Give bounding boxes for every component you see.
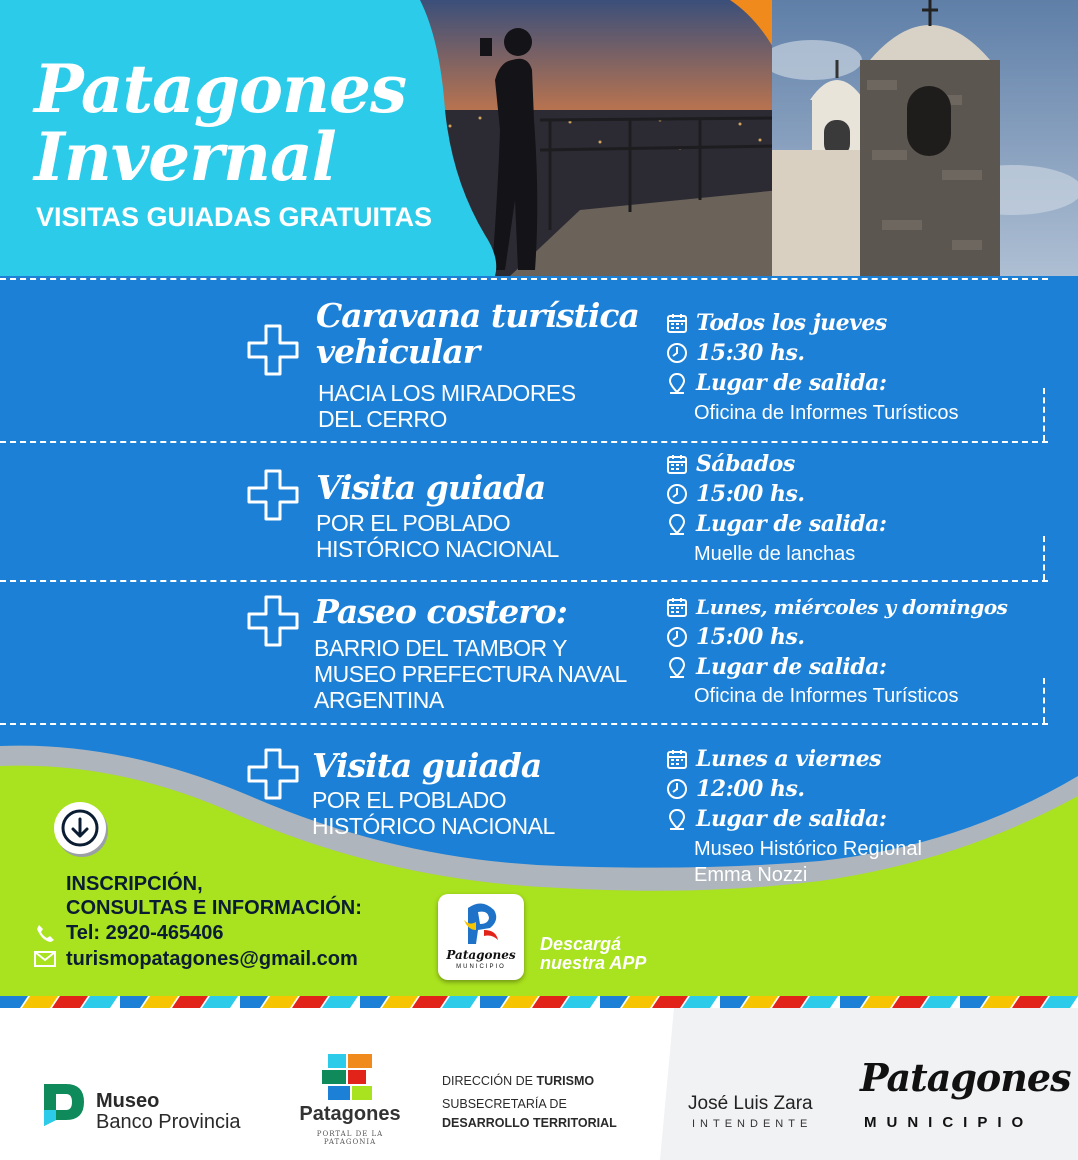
activity-1-time: 15:30 hs. — [696, 340, 805, 366]
phone-row — [34, 920, 224, 946]
activity-4-day: Lunes a viernes — [696, 746, 882, 772]
activity-3-subtitle-line-1: BARRIO DEL TAMBOR Y — [314, 635, 567, 661]
activity-4-day-row — [666, 744, 881, 774]
subtitle: VISITAS GUIADAS GRATUITAS — [36, 202, 433, 232]
email-address[interactable]: turismopatagones@gmail.com — [66, 947, 358, 970]
separator — [0, 723, 1048, 725]
contact-title-line-2: CONSULTAS E INFORMACIÓN: — [66, 897, 362, 919]
app-sub: MUNICIPIO — [456, 964, 506, 970]
direccion-prefix: DIRECCIÓN DE — [442, 1074, 537, 1088]
museo-banco-provincia-logo-icon — [40, 1080, 88, 1128]
location-pin-icon — [666, 656, 688, 678]
vertical-dash — [1043, 678, 1045, 723]
calendar-icon — [666, 453, 688, 475]
title-line-1: Patagones — [34, 50, 407, 128]
intendente-name: José Luis Zara — [688, 1093, 813, 1114]
intendente-role: INTENDENTE — [692, 1118, 813, 1130]
location-pin-icon — [666, 808, 688, 830]
portal-logo-tagline: PORTAL DE LA PATAGONIA — [316, 1130, 384, 1146]
calendar-icon — [666, 748, 688, 770]
contact-title-line-1: INSCRIPCIÓN, — [66, 873, 203, 895]
activity-2-departure-place: Muelle de lanchas — [694, 543, 856, 565]
separator — [0, 278, 1048, 280]
calendar-icon — [666, 596, 688, 618]
title-panel — [0, 0, 520, 276]
calendar-icon — [666, 312, 688, 334]
title-line-2: Invernal — [34, 118, 336, 196]
direccion-line — [442, 1074, 594, 1088]
app-icon[interactable] — [438, 894, 524, 980]
activity-1-departure-row — [666, 368, 887, 398]
municipio-logo-sub: MUNICIPIO — [864, 1114, 1034, 1131]
email-row — [34, 946, 358, 972]
activity-3-subtitle-line-2: MUSEO PREFECTURA NAVAL — [314, 661, 627, 687]
location-pin-icon — [666, 372, 688, 394]
app-download-cta[interactable] — [540, 935, 646, 973]
activity-2-subtitle-line-2: HISTÓRICO NACIONAL — [316, 536, 559, 562]
activity-1-title-line-1: Caravana turística — [316, 296, 639, 335]
activity-3-title: Paseo costero: — [314, 592, 567, 631]
activity-1-subtitle-line-1: HACIA LOS MIRADORES — [318, 380, 576, 406]
vertical-dash — [1043, 388, 1045, 441]
location-pin-icon — [666, 513, 688, 535]
activity-2-day: Sábados — [696, 451, 795, 477]
envelope-icon — [34, 949, 56, 969]
clock-icon — [666, 483, 688, 505]
direccion-bold: TURISMO — [536, 1074, 595, 1088]
activity-4-time: 12:00 hs. — [696, 776, 805, 802]
activity-2-departure-label: Lugar de salida: — [696, 511, 887, 537]
portal-logo-name: Patagones — [299, 1103, 401, 1125]
activity-3-departure-row — [666, 652, 887, 682]
municipio-logo-name: Patagones — [860, 1055, 1071, 1100]
plus-icon — [246, 747, 300, 801]
app-cta-line-2: nuestra APP — [540, 953, 647, 973]
activity-4-title: Visita guiada — [312, 746, 542, 785]
clock-icon — [666, 342, 688, 364]
download-arrow-icon — [52, 800, 110, 858]
desarrollo-line: DESARROLLO TERRITORIAL — [442, 1116, 617, 1130]
church-tower-photo — [772, 0, 1078, 276]
activity-4-departure-row — [666, 804, 887, 834]
activity-3-time-row — [666, 622, 805, 652]
activity-1-departure-label: Lugar de salida: — [696, 370, 887, 396]
decorative-stripes — [0, 996, 1078, 1008]
activity-1-title-line-2: vehicular — [316, 332, 480, 371]
app-cta-line-1: Descargá — [540, 934, 622, 954]
plus-icon — [246, 468, 300, 522]
clock-icon — [666, 778, 688, 800]
plus-icon — [246, 594, 300, 648]
contact-title — [66, 872, 362, 920]
activity-1-departure-place: Oficina de Informes Turísticos — [694, 402, 959, 424]
separator — [0, 580, 1048, 582]
activity-1-day-row — [666, 308, 887, 338]
activity-1-subtitle-line-2: DEL CERRO — [318, 406, 447, 432]
activity-3-day: Lunes, miércoles y domingos — [696, 595, 1008, 619]
phone-icon — [34, 923, 56, 943]
app-name: Patagones — [446, 948, 516, 962]
subsecretaria-line: SUBSECRETARÍA DE — [442, 1097, 567, 1111]
separator — [0, 441, 1048, 443]
header — [0, 0, 1078, 276]
patagones-logo-icon — [462, 900, 502, 948]
activity-3-time: 15:00 hs. — [696, 624, 805, 650]
museo-logo-line-1: Museo — [96, 1090, 160, 1112]
plus-icon — [246, 323, 300, 377]
activity-4-subtitle-line-1: POR EL POBLADO — [312, 787, 507, 813]
activity-4-departure-line-2: Emma Nozzi — [694, 864, 808, 886]
activity-2-title: Visita guiada — [316, 468, 546, 507]
activity-2-time-row — [666, 479, 805, 509]
activities-section — [0, 276, 1078, 916]
vertical-dash — [1043, 536, 1045, 580]
activity-2-time: 15:00 hs. — [696, 481, 805, 507]
museo-logo-line-2: Banco Provincia — [96, 1111, 241, 1133]
clock-icon — [666, 626, 688, 648]
activity-1-time-row — [666, 338, 805, 368]
activity-3-day-row — [666, 592, 1007, 622]
activity-2-departure-row — [666, 509, 887, 539]
portal-patagonia-logo-icon — [318, 1052, 382, 1102]
activity-4-subtitle-line-2: HISTÓRICO NACIONAL — [312, 813, 555, 839]
activity-1-day: Todos los jueves — [696, 310, 887, 336]
activity-4-time-row — [666, 774, 805, 804]
activity-3-departure-place: Oficina de Informes Turísticos — [694, 685, 959, 707]
activity-3-departure-label: Lugar de salida: — [696, 654, 887, 680]
activity-4-departure-label: Lugar de salida: — [696, 806, 887, 832]
activity-3-subtitle-line-3: ARGENTINA — [314, 687, 444, 713]
activity-2-subtitle-line-1: POR EL POBLADO — [316, 510, 511, 536]
activity-2-day-row — [666, 449, 795, 479]
activity-4-departure-line-1: Museo Histórico Regional — [694, 838, 922, 860]
phone-number[interactable]: Tel: 2920-465406 — [66, 921, 224, 944]
